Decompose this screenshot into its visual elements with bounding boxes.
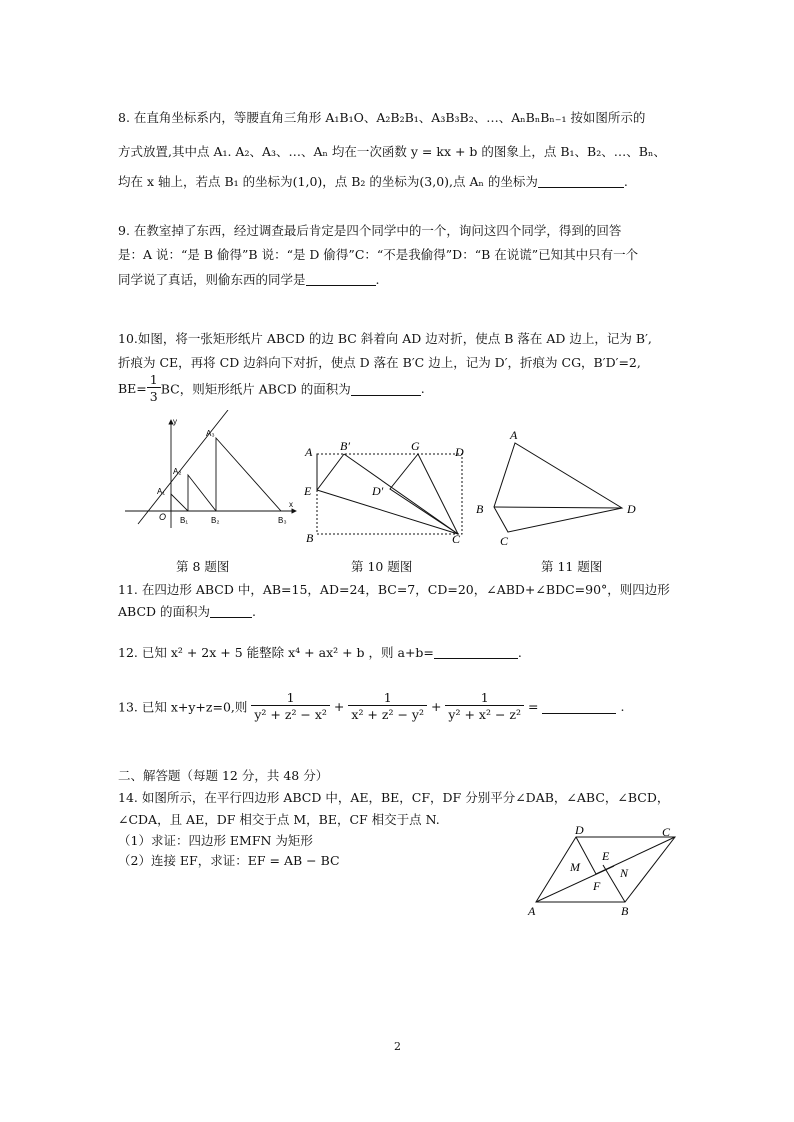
q13-fraction-3 (445, 690, 524, 723)
fig10-label-B: B (306, 531, 314, 545)
fig14-label-B: B (621, 904, 629, 917)
q13-f1-den: y² + z² − x² (254, 707, 327, 722)
q13-eq: = (527, 699, 539, 714)
q13-fraction-1 (251, 690, 330, 723)
q8-line3-end: . (623, 174, 628, 189)
q11-line2-end: . (252, 604, 256, 619)
fig11-label-C: C (500, 534, 509, 548)
q13-f1-num: 1 (251, 690, 330, 706)
fig8-label-B3: B₃ (278, 516, 287, 525)
fig14-label-F: F (593, 879, 601, 893)
q10-line1: 10.如图，将一张矩形纸片 ABCD 的边 BC 斜着向 AD 边对折，使点 B 落在 AD 边上，记为 B′, (118, 331, 652, 346)
fig8-label-A1: A₁ (157, 487, 166, 496)
fig14-label-M: M (570, 860, 580, 874)
q8-line3 (118, 172, 628, 190)
q11-line1: 11. 在四边形 ABCD 中，AB=15，AD=24，BC=7，CD=20，∠ABD+∠BDC=90°，则四边形 (118, 582, 670, 597)
q9-line3-end: . (375, 272, 380, 287)
q9-line2: 是：A 说：“是 B 偷得”B 说：“是 D 偷得”C：“不是我偷得”D：“B 在说谎”已知其中只有一个 (118, 247, 639, 262)
q12-line (118, 643, 522, 661)
fig14-label-D: D (575, 823, 584, 837)
fig10-label-G: G (411, 439, 420, 453)
fig8-caption: 第 8 题图 (176, 559, 230, 574)
fig10-label-Dp: D′ (372, 484, 384, 498)
q8-line3-text: 均在 x 轴上，若点 B₁ 的坐标为(1,0)，点 B₂ 的坐标为(3,0),点 Aₙ 的坐标为 (118, 174, 538, 189)
q9-line3 (118, 270, 380, 288)
fig14-label-N: N (620, 866, 629, 880)
answer-blank-9 (306, 272, 376, 286)
fig8-label-O: O (159, 512, 167, 522)
q14-part1: （1）求证：四边形 EMFN 为矩形 (118, 833, 313, 848)
fraction-numerator: 1 (147, 372, 161, 388)
q11-line2 (118, 602, 256, 620)
q13-f2-den: x² + z² − y² (351, 707, 424, 722)
fig11-label-B: B (476, 502, 484, 516)
q10-line2: 折痕为 CE，再将 CD 边斜向下对折，使点 D 落在 B′C 边上，记为 D′，折痕为 CG，B′D′=2, (118, 355, 641, 370)
q13-prefix: 13. 已知 x+y+z=0,则 (118, 699, 248, 715)
fig10-caption: 第 10 题图 (351, 559, 413, 574)
q10-line3-end: . (420, 381, 425, 396)
fig8-label-B2: B₂ (211, 516, 220, 525)
fig8-label-A2: A₂ (173, 467, 182, 476)
fraction-denominator: 3 (149, 389, 158, 404)
answer-blank-11 (210, 604, 252, 618)
q10-line3a: BE= (118, 381, 147, 396)
answer-blank-8 (538, 174, 624, 188)
fig8-label-x: x (289, 500, 293, 509)
fig10-label-Bp: B′ (340, 439, 350, 453)
q10-line3 (118, 372, 425, 405)
fig10-label-D: D (455, 445, 464, 459)
fig10-label-A: A (305, 445, 313, 459)
q13-f2-num: 1 (348, 690, 427, 706)
answer-blank-13 (542, 700, 616, 714)
figure-10 (300, 432, 480, 557)
q11-line2-text: ABCD 的面积为 (118, 604, 211, 619)
page-number: 2 (394, 1040, 401, 1053)
fraction-one-third (147, 372, 161, 405)
q13-plus1: + (333, 699, 345, 714)
fig8-label-y: y (173, 417, 177, 426)
fig8-label-A3: A₃ (206, 429, 215, 438)
q13-plus2: + (430, 699, 442, 714)
fig11-label-A: A (510, 428, 518, 442)
figure-8 (120, 410, 310, 535)
fig14-label-A: A (528, 904, 536, 917)
fig14-label-C: C (662, 825, 671, 839)
q13-line (118, 690, 624, 723)
q9-line3-text: 同学说了真话，则偷东西的同学是 (118, 272, 306, 287)
fig10-label-C: C (452, 532, 461, 546)
section2-heading: 二、解答题（每题 12 分，共 48 分） (118, 768, 329, 783)
figure-14 (522, 822, 697, 917)
fig11-label-D: D (627, 502, 636, 516)
fig11-caption: 第 11 题图 (541, 559, 603, 574)
q14-line1: 14. 如图所示，在平行四边形 ABCD 中，AE，BE，CF，DF 分别平分∠DAB，∠ABC，∠BCD， (118, 790, 670, 805)
q12-text: 12. 已知 x² + 2x + 5 能整除 x⁴ + ax² + b ，则 a+b= (118, 645, 434, 660)
q8-line2: 方式放置,其中点 A₁. A₂、A₃、…、Aₙ 均在一次函数 y = kx + b 的图象上，点 B₁、B₂、…、Bₙ、 (118, 144, 666, 159)
fig8-label-B1: B₁ (180, 516, 189, 525)
figure-11 (470, 425, 640, 550)
q13-end: . (620, 699, 625, 714)
q10-line3b: BC，则矩形纸片 ABCD 的面积为 (160, 381, 351, 397)
q13-f3-den: y² + x² − z² (448, 707, 521, 722)
q14-part2: （2）连接 EF，求证：EF = AB − BC (118, 853, 340, 868)
fig14-label-E: E (602, 849, 610, 863)
fig10-label-E: E (304, 484, 312, 498)
q14-line2: ∠CDA，且 AE，DF 相交于点 M，BE，CF 相交于点 N. (118, 812, 440, 827)
q13-f3-num: 1 (445, 690, 524, 706)
answer-blank-12 (434, 645, 518, 659)
q8-line1: 8. 在直角坐标系内，等腰直角三角形 A₁B₁O、A₂B₂B₁、A₃B₃B₂、…、AₙBₙBₙ₋₁ 按如图所示的 (118, 110, 646, 125)
q9-line1: 9. 在教室掉了东西，经过调查最后肯定是四个同学中的一个，询问这四个同学，得到的回答 (118, 223, 622, 238)
answer-blank-10 (351, 382, 421, 396)
q13-fraction-2 (348, 690, 427, 723)
q12-end: . (517, 645, 522, 660)
